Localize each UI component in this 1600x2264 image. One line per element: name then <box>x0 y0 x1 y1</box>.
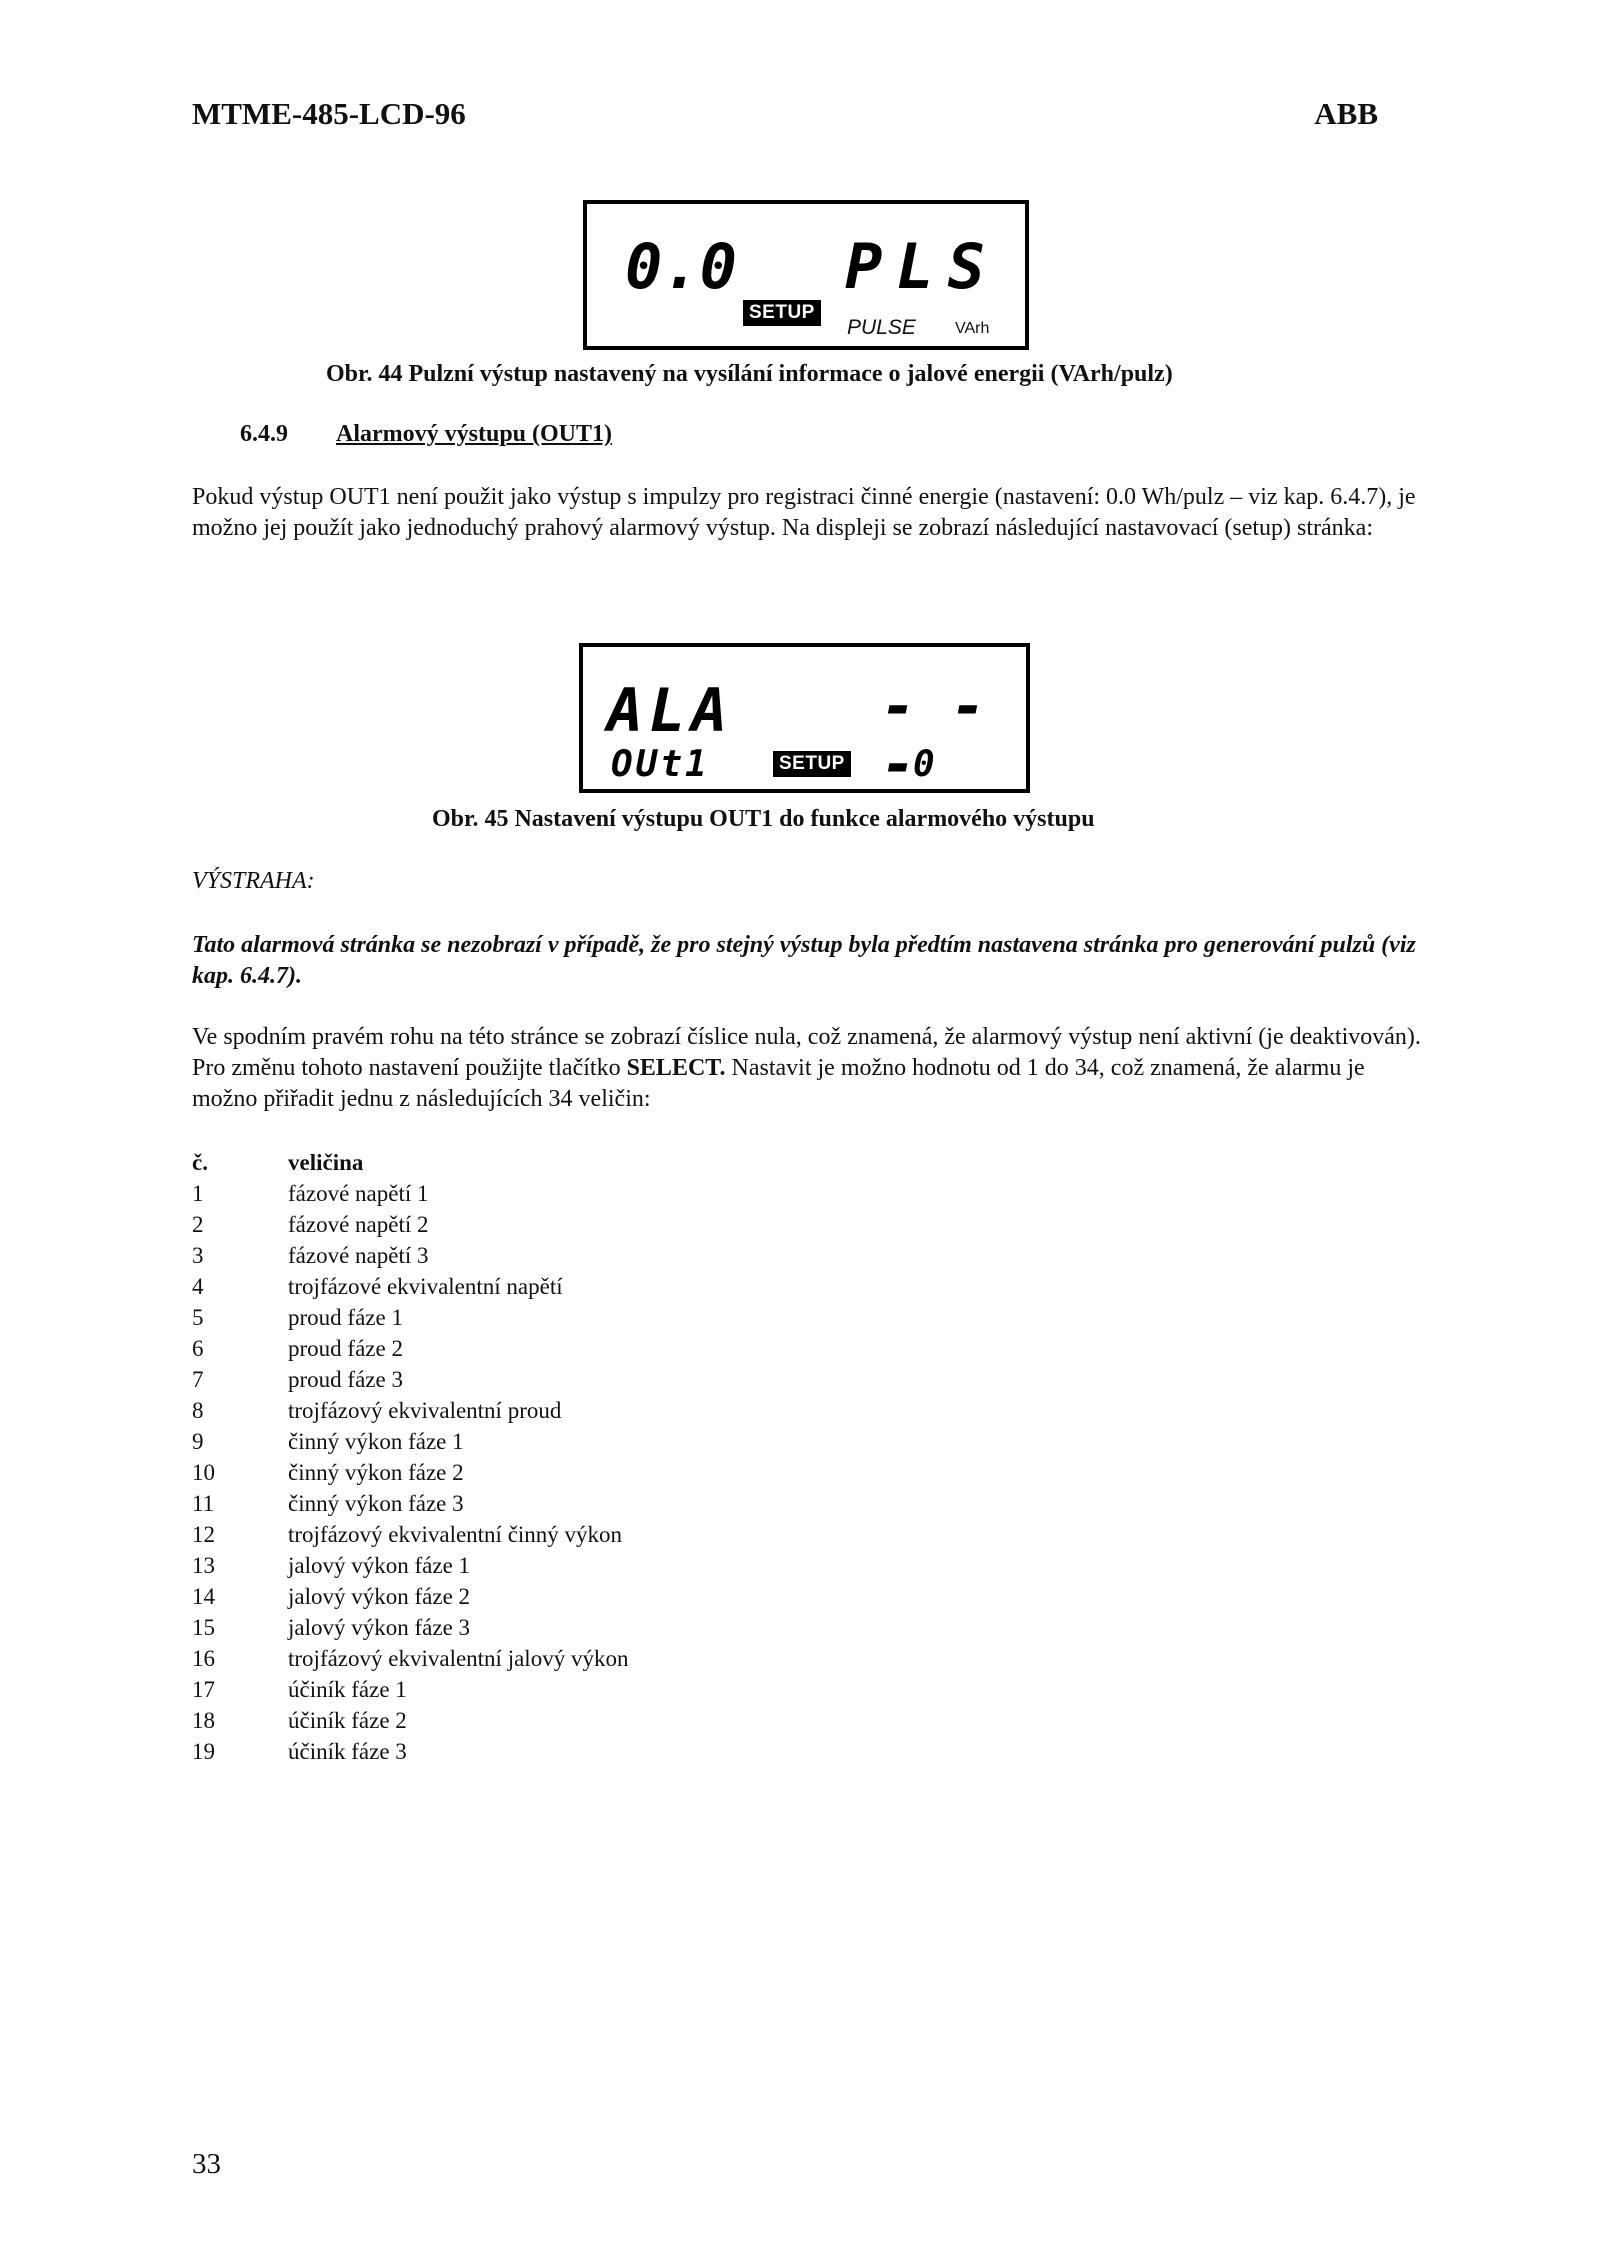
page-header <box>192 96 1378 136</box>
row-quantity: trojfázový ekvivalentní proud <box>288 1398 562 1423</box>
table-row <box>192 1212 628 1243</box>
row-quantity: jalový výkon fáze 1 <box>288 1553 471 1578</box>
row-quantity: trojfázové ekvivalentní napětí <box>288 1274 563 1299</box>
setup-badge: SETUP <box>773 751 851 777</box>
table-row <box>192 1491 628 1522</box>
lcd-display-pulse <box>583 200 1029 350</box>
column-header-number: č. <box>192 1150 208 1175</box>
table-row <box>192 1584 628 1615</box>
row-quantity: fázové napětí 2 <box>288 1212 429 1237</box>
row-quantity: proud fáze 2 <box>288 1336 403 1361</box>
row-quantity: účiník fáze 2 <box>288 1708 407 1733</box>
warning-label: VÝSTRAHA: <box>192 868 315 894</box>
document-title: MTME-485-LCD-96 <box>192 96 466 131</box>
row-number: 10 <box>192 1460 215 1485</box>
lcd-value: 0.0 <box>625 230 737 303</box>
row-quantity: účiník fáze 1 <box>288 1677 407 1702</box>
row-quantity: činný výkon fáze 1 <box>288 1429 464 1454</box>
row-quantity: fázové napětí 3 <box>288 1243 429 1268</box>
row-quantity: proud fáze 3 <box>288 1367 403 1392</box>
table-row <box>192 1243 628 1274</box>
table-row <box>192 1522 628 1553</box>
lcd-alarm-label: ALA <box>607 676 734 746</box>
table-row <box>192 1305 628 1336</box>
select-button-reference: SELECT. <box>626 1055 726 1081</box>
brand-name: ABB <box>1314 96 1378 131</box>
column-header-quantity: veličina <box>288 1150 364 1175</box>
table-row <box>192 1336 628 1367</box>
row-number: 9 <box>192 1429 204 1454</box>
page-number: 33 <box>192 2148 221 2180</box>
table-row <box>192 1460 628 1491</box>
figure-45-caption: Obr. 45 Nastavení výstupu OUT1 do funkce alarmového výstupu <box>432 806 1095 832</box>
quantities-table <box>192 1150 628 1770</box>
row-number: 7 <box>192 1367 204 1392</box>
table-row <box>192 1677 628 1708</box>
row-number: 16 <box>192 1646 215 1671</box>
body-paragraph <box>192 1022 1422 1115</box>
table-row <box>192 1708 628 1739</box>
row-quantity: činný výkon fáze 2 <box>288 1460 464 1485</box>
row-number: 4 <box>192 1274 204 1299</box>
row-number: 8 <box>192 1398 204 1423</box>
table-row <box>192 1739 628 1770</box>
row-quantity: trojfázový ekvivalentní jalový výkon <box>288 1646 629 1671</box>
setup-badge: SETUP <box>743 300 821 326</box>
row-number: 13 <box>192 1553 215 1578</box>
table-row <box>192 1553 628 1584</box>
lcd-mode: PLS <box>845 230 999 303</box>
row-number: 5 <box>192 1305 204 1330</box>
lcd-display-alarm <box>579 643 1030 798</box>
lcd-pulse-label: PULSE <box>847 316 916 339</box>
section-title: Alarmový výstupu (OUT1) <box>336 421 613 447</box>
table-row <box>192 1367 628 1398</box>
row-number: 17 <box>192 1677 215 1702</box>
figure-44-caption: Obr. 44 Pulzní výstup nastavený na vysílání informace o jalové energii (VArh/pulz) <box>326 361 1173 387</box>
table-row <box>192 1181 628 1212</box>
table-row <box>192 1615 628 1646</box>
row-number: 18 <box>192 1708 215 1733</box>
row-quantity: jalový výkon fáze 3 <box>288 1615 471 1640</box>
table-row <box>192 1274 628 1305</box>
row-number: 14 <box>192 1584 215 1609</box>
section-heading <box>240 421 612 448</box>
row-number: 15 <box>192 1615 215 1640</box>
row-quantity: činný výkon fáze 3 <box>288 1491 464 1516</box>
row-number: 11 <box>192 1491 215 1516</box>
row-quantity: jalový výkon fáze 2 <box>288 1584 471 1609</box>
lcd-alarm-setting: 0 <box>913 744 935 785</box>
warning-text: Tato alarmová stránka se nezobrazí v případě, že pro stejný výstup byla předtím nastavena stránka pro generování pulzů (viz kap. 6.4.7). <box>192 932 1416 989</box>
lcd-alarm-value: - - - <box>881 672 986 798</box>
body-paragraph-part2: Nastavit je možno hodnotu od 1 do 34, což znamená, že alarmu je možno přiřadit jednu z následujících 34 veličin: <box>192 1055 1365 1112</box>
lcd-output-label: OUt1 <box>611 744 710 785</box>
row-number: 19 <box>192 1739 215 1764</box>
table-row <box>192 1646 628 1677</box>
lcd-unit: VArh <box>955 320 990 337</box>
row-number: 6 <box>192 1336 204 1361</box>
intro-paragraph: Pokud výstup OUT1 není použit jako výstup s impulzy pro registraci činné energie (nastavení: 0.0 Wh/pulz – viz kap. 6.4.7), je možno jej použít jako jednoduchý prahový alarmový výstup. Na displeji se zobrazí následující nastavovací (setup) stránka: <box>192 484 1416 541</box>
row-number: 1 <box>192 1181 204 1206</box>
row-number: 3 <box>192 1243 204 1268</box>
row-quantity: proud fáze 1 <box>288 1305 403 1330</box>
row-number: 2 <box>192 1212 204 1237</box>
table-row <box>192 1398 628 1429</box>
row-quantity: trojfázový ekvivalentní činný výkon <box>288 1522 623 1547</box>
table-row <box>192 1429 628 1460</box>
row-number: 12 <box>192 1522 215 1547</box>
section-number: 6.4.9 <box>240 421 288 447</box>
row-quantity: účiník fáze 3 <box>288 1739 407 1764</box>
body-paragraph-part1: Ve spodním pravém rohu na této stránce se zobrazí číslice nula, což znamená, že alarmový výstup není aktivní (je deaktivován). Pro změnu tohoto nastavení použijte tlačítko <box>192 1024 1421 1081</box>
row-quantity: fázové napětí 1 <box>288 1181 429 1206</box>
table-header-row <box>192 1150 628 1181</box>
